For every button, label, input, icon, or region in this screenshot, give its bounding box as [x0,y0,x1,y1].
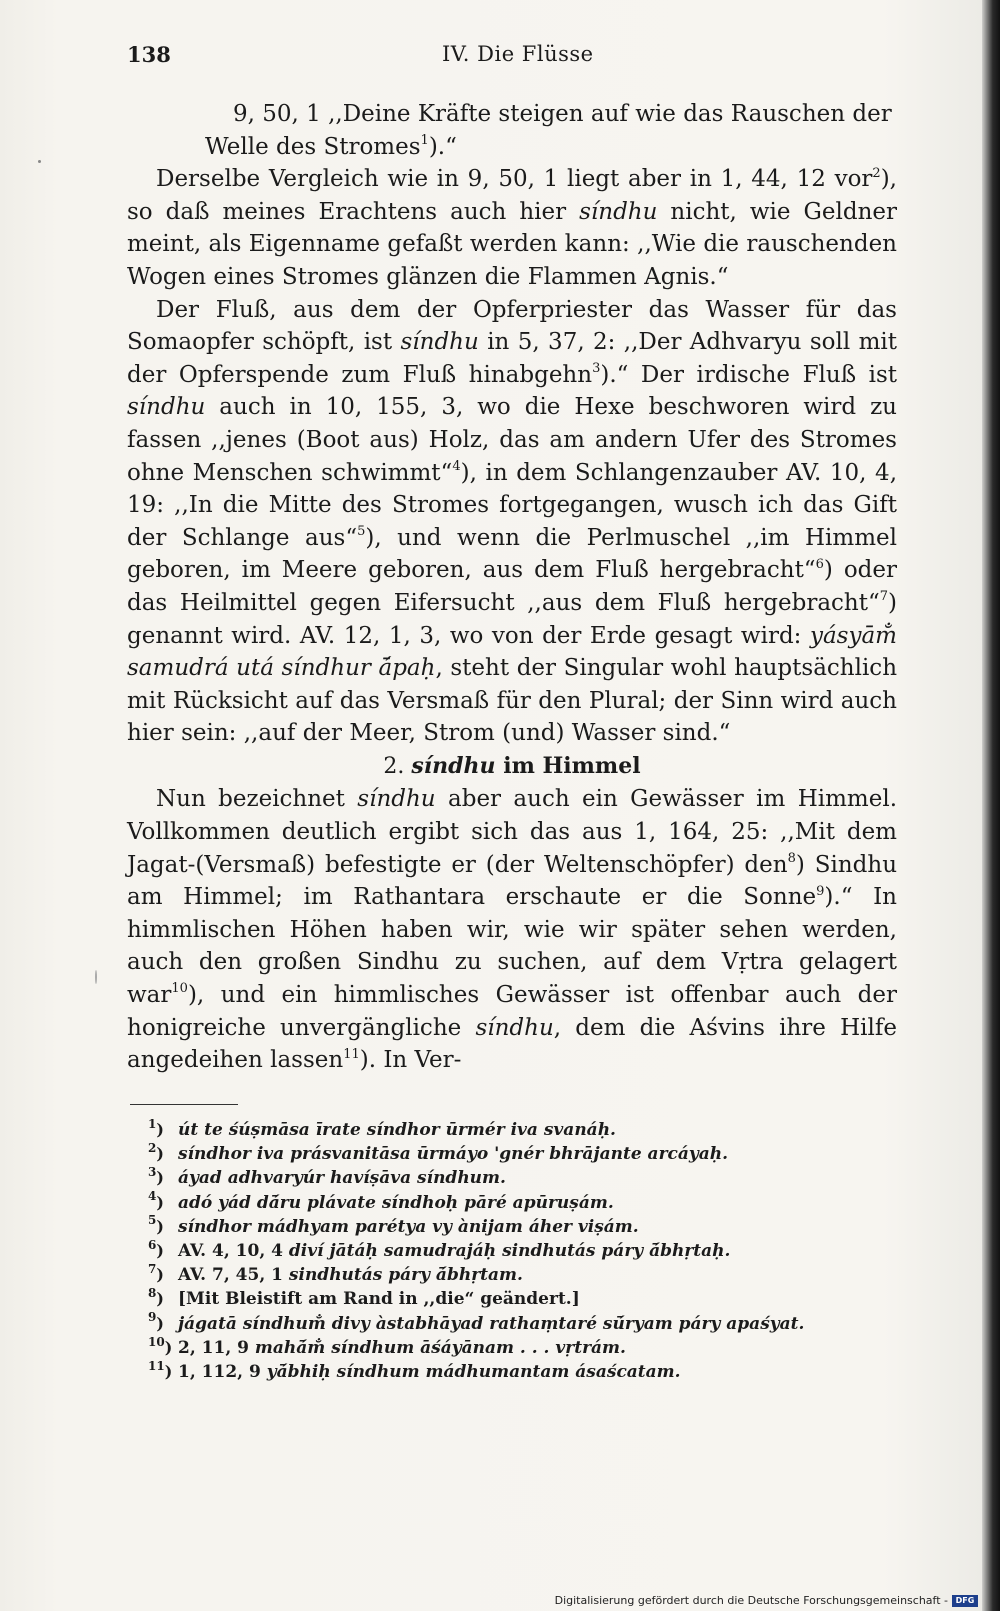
footnote-reference: 2, 11, 9 [178,1337,255,1358]
footnote-number: $^2$) [148,1140,164,1164]
footnote-number: $^6$) [148,1237,164,1261]
heading-number: 2. [383,753,405,779]
footnote-number: $^8$) [148,1286,164,1309]
footnote-text: síndhor mádhyam parétya vy ànijam áher viṣám. [178,1216,639,1237]
page-number: 138 [127,42,171,67]
text-run: , steht der Singular wohl hauptsächlich mit Rücksicht auf das Versmaß für den Plural; der Sinn wird auch hier sein: ,,auf der Meer, Strom (und) Wasser sind.“ [127,655,898,747]
footnote [148,1191,908,1215]
text-run: ), und wenn die Perlmuschel ,,im Himmel geboren, im Meere geboren, aus dem Fluß hergebracht“ [127,524,897,584]
text-run: ).“ In himmlischen Höhen haben wir, wie wir später sehen werden, auch den großen Sindhu zu suchen, auf dem Vṛtra gelagert war [127,884,897,1009]
footnote-number: $^{11}$) [148,1358,173,1382]
footnote-number: $^4$) [148,1189,164,1212]
footnote [148,1360,908,1384]
footnote-reference: [Mit Bleistift am Rand in ,,die“ geändert.] [178,1289,580,1310]
quote-text: ,,Deine Kräfte steigen auf wie das Rauschen der [328,101,892,127]
sanskrit-term: síndhu [357,786,436,813]
text-run: ) Sindhu am Himmel; im Rathantara erschaute er die Sonne [127,851,898,911]
footnote-ref[interactable]: 10 [171,981,188,997]
footnote [148,1239,908,1263]
footnote-text: yā́bhiḥ síndhum mádhumantam ásaścatam. [266,1362,681,1383]
footnote-ref[interactable]: 4 [452,458,461,474]
text-run: , dem die Aśvins ihre Hilfe angedeihen lassen [127,1014,897,1074]
running-title: IV. Die Flüsse [442,42,594,66]
text-run: aber auch ein Gewässer im Himmel. Vollkommen deutlich ergibt sich das aus 1, 164, 25: ,,Mit dem Jagat-(Versmaß) befestigte er (der Weltenschöpfer) den [127,786,898,878]
digitization-credit: Digitalisierung gefördert durch die Deutsche Forschungsgemeinschaft - [554,1594,948,1607]
footnote-text: mahā́m̐ síndhum āśáyānam . . . vṛtrám. [254,1337,626,1358]
footnote [148,1142,908,1166]
section-heading [127,750,897,784]
footnote-ref[interactable]: 11 [343,1046,360,1062]
footnote-text: diví jātáḥ samudrajáḥ sindhutás páry ā́bhṛtaḥ. [288,1241,731,1262]
footnote-ref[interactable]: 8 [787,851,796,866]
page-header [127,42,897,72]
footnote [148,1166,908,1190]
footnote-number: $^5$) [148,1213,164,1236]
footnote-ref[interactable]: 2 [872,165,881,181]
paragraph [127,294,897,750]
text-run: Der Fluß, aus dem der Opferpriester das Wasser für das Somaopfer schöpft, ist [127,296,897,356]
sanskrit-term: síndhu [127,394,206,421]
footnotes [148,1118,908,1384]
footnote-ref[interactable]: 6 [815,556,824,572]
footnote [148,1336,908,1360]
footnote-text: adó yád dā́ru plávate síndhoḥ pāré apūruṣám. [178,1192,614,1213]
paragraph-quote [127,98,897,163]
paragraph [127,783,897,1076]
footnote-number: $^3$) [148,1165,164,1188]
heading-term: síndhu [411,752,496,779]
footnote-text: síndhor iva prásvanitāsa ūrmáyo 'gnér bhrājante arcáyaḥ. [178,1144,729,1165]
scan-edge [982,0,1000,1611]
text-run: in 5, 37, 2: ,,Der Adhvaryu soll mit der Opferspende zum Fluß hinabgehn [127,329,897,388]
text-run: ).“ Der irdische Fluß ist [600,361,897,388]
footnote-ref[interactable]: 1 [420,132,429,148]
sanskrit-term: síndhu [400,329,479,356]
heading-text: im Himmel [495,752,641,779]
footnote-text: áyad adhvaryúr havíṣāva síndhum. [178,1168,506,1189]
footnote-ref[interactable]: 5 [357,524,366,540]
footnote-text: sindhutás páry ā́bhṛtam. [288,1265,523,1286]
footnote-separator [130,1104,238,1105]
quote-text: ).“ [428,133,457,160]
text-run: auch in 10, 155, 3, wo die Hexe beschworen wird zu fassen ,,jenes (Boot aus) Holz, das am andern Ufer des Stromes ohne Menschen schwimmt“ [127,394,897,486]
text-run: ), und ein himmlisches Gewässer ist offenbar auch der honigreiche unvergängliche [127,982,897,1041]
text-run: Derselbe Vergleich wie in 9, 50, 1 liegt aber in 1, 44, 12 vor [156,166,873,193]
dfg-logo: DFG [952,1595,978,1607]
quote-text: Welle des Stromes [205,133,421,160]
footnote [148,1287,908,1311]
footnote-reference: 1, 112, 9 [178,1362,267,1383]
footnote-ref[interactable]: 3 [592,361,601,377]
footnote-ref[interactable]: 9 [816,883,825,899]
sanskrit-quote: yásyām̐ samudrá utá síndhur ā́paḥ [127,622,897,682]
footnote [148,1118,908,1142]
text-run: ), in dem Schlangenzauber AV. 10, 4, 19: ,,In die Mitte des Stromes fortgegangen, wusch ich das Gift der Schlange aus“ [127,459,898,551]
sanskrit-term: síndhu [579,198,658,225]
footnote-text: jágatā síndhum̐ divy àstabhāyad rathaṃtaré sū́ryam páry apaśyat. [178,1313,805,1334]
text-run: ). In Ver- [359,1047,462,1074]
footnote [148,1263,908,1287]
footnote [148,1215,908,1239]
text-run: ) oder das Heilmittel gegen Eifersucht ,,aus dem Fluß hergebracht“ [127,557,897,616]
footer-credit [555,1594,978,1607]
text-run: ) genannt wird. AV. 12, 1, 3, wo von der Erde gesagt wird: [127,589,897,649]
footnote-reference: AV. 4, 10, 4 [178,1241,289,1262]
footnote-number: $^{10}$) [148,1334,173,1357]
main-text [127,98,897,1077]
scan-speck [38,160,41,163]
footnote [148,1312,908,1336]
scan-mark [95,970,97,984]
paragraph [127,163,897,293]
footnote-ref[interactable]: 7 [879,589,889,605]
verse-reference: 9, 50, 1 [233,101,321,127]
footnote-text: út te śúṣmāsa īrate síndhor ūrmér iva svanáḥ. [178,1120,616,1140]
footnote-number: $^1$) [148,1116,164,1139]
footnote-number: $^7$) [148,1261,164,1285]
text-run: ), so daß meines Erachtens auch hier [127,166,897,225]
sanskrit-term: síndhu [475,1014,554,1041]
text-run: nicht, wie Geldner meint, als Eigenname gefaßt werden kann: ,,Wie die rauschenden Wogen eines Stromes glänzen die Flammen Agnis.“ [127,198,897,290]
footnote-number: $^9$) [148,1310,164,1333]
footnote-reference: AV. 7, 45, 1 [178,1265,289,1286]
text-run: Nun bezeichnet [156,786,358,813]
